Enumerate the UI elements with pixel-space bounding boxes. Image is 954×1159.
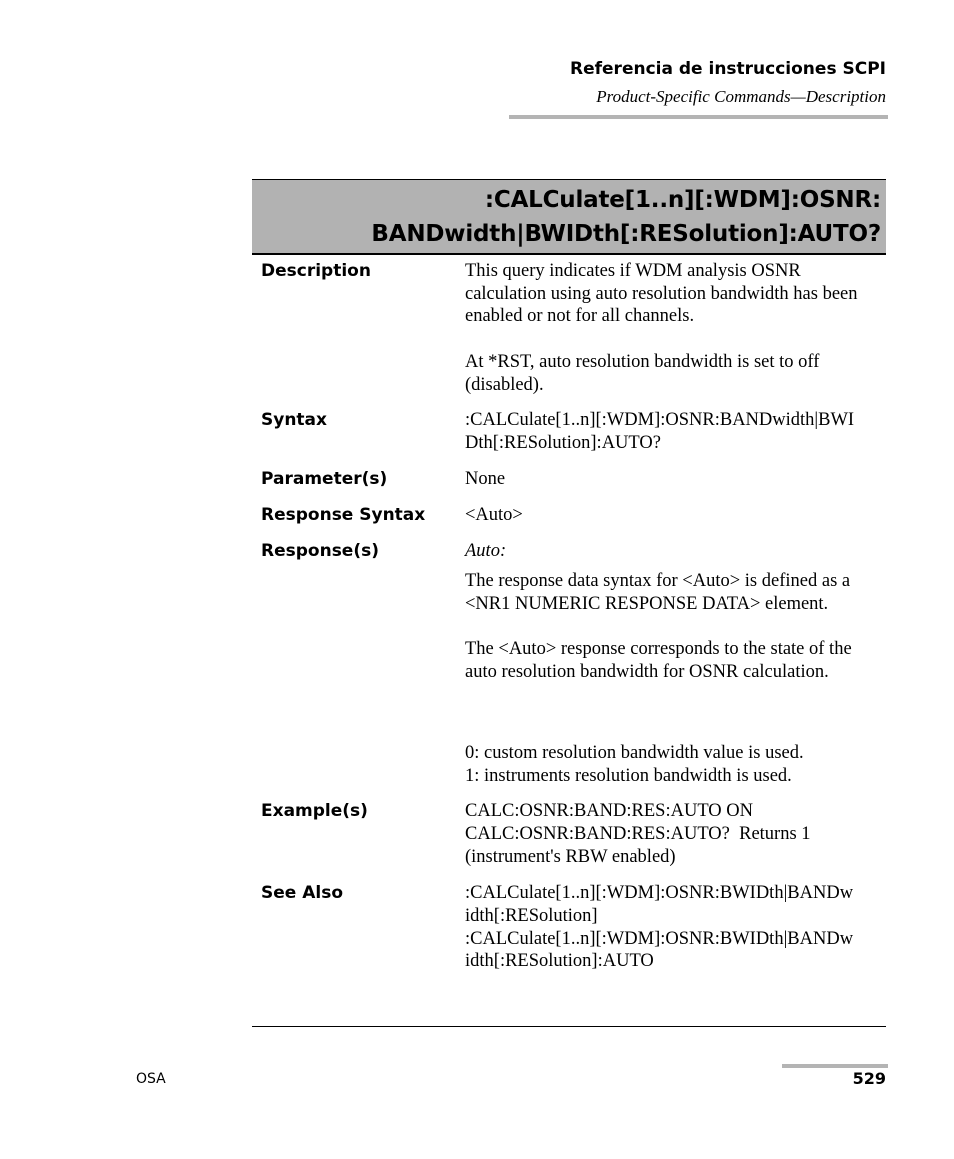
see-also-line-3: :CALCulate[1..n][:WDM]:OSNR:BWIDth|BANDw bbox=[465, 928, 854, 949]
row-value bbox=[465, 882, 886, 973]
row-label: Response(s) bbox=[261, 540, 379, 561]
command-title-band bbox=[252, 179, 886, 255]
row-value bbox=[465, 540, 886, 788]
row-label: Response Syntax bbox=[261, 504, 426, 525]
footer-product-name: OSA bbox=[136, 1071, 166, 1087]
see-also-line-2: idth[:RESolution] bbox=[465, 906, 598, 927]
description-reset-note: At *RST, auto resolution bandwidth is set to off (disabled). bbox=[465, 351, 820, 395]
response-name: Auto: bbox=[465, 540, 507, 561]
response-value-1: 1: instruments resolution bandwidth is used. bbox=[465, 765, 792, 786]
running-head-title: Referencia de instrucciones SCPI bbox=[570, 59, 886, 79]
example-line-3: (instrument's RBW enabled) bbox=[465, 846, 676, 867]
command-title-line-2: BANDwidth|BWIDth[:RESolution]:AUTO? bbox=[371, 221, 881, 247]
row-label: Example(s) bbox=[261, 801, 368, 822]
footer-rule bbox=[782, 1064, 888, 1068]
row-label: Description bbox=[261, 261, 371, 281]
row-examples bbox=[252, 800, 886, 868]
response-value-0: 0: custom resolution bandwidth value is used. bbox=[465, 742, 804, 763]
row-label: Syntax bbox=[261, 410, 327, 431]
row-value: None bbox=[465, 468, 506, 489]
row-responses bbox=[252, 540, 886, 788]
running-head bbox=[570, 58, 886, 108]
see-also-line-4: idth[:RESolution]:AUTO bbox=[465, 951, 654, 972]
row-label: See Also bbox=[261, 883, 344, 904]
see-also-line-1: :CALCulate[1..n][:WDM]:OSNR:BWIDth|BANDw bbox=[465, 883, 854, 904]
syntax-line-1: :CALCulate[1..n][:WDM]:OSNR:BANDwidth|BWI bbox=[465, 410, 855, 431]
command-description-table bbox=[252, 260, 886, 986]
header-rule bbox=[509, 115, 888, 119]
example-line-1: CALC:OSNR:BAND:RES:AUTO ON bbox=[465, 801, 753, 822]
response-paragraph-1: The response data syntax for <Auto> is defined as a <NR1 NUMERIC RESPONSE DATA> element. bbox=[465, 571, 851, 615]
command-title-line-1: :CALCulate[1..n][:WDM]:OSNR: bbox=[484, 187, 881, 213]
row-label: Parameter(s) bbox=[261, 468, 388, 489]
table-bottom-rule bbox=[252, 1026, 886, 1027]
row-value bbox=[465, 800, 886, 868]
page-number: 529 bbox=[852, 1069, 886, 1088]
syntax-line-2: Dth[:RESolution]:AUTO? bbox=[465, 432, 661, 453]
response-paragraph-2: The <Auto> response corresponds to the state of the auto resolution bandwidth for OSNR calculation. bbox=[465, 639, 852, 683]
example-line-2: CALC:OSNR:BAND:RES:AUTO? Returns 1 bbox=[465, 823, 811, 844]
row-value: <Auto> bbox=[465, 504, 523, 525]
description-paragraph: This query indicates if WDM analysis OSNR calculation using auto resolution bandwidth has been enabled or not for all channels. bbox=[465, 261, 858, 327]
row-parameters bbox=[252, 468, 886, 491]
row-response-syntax bbox=[252, 504, 886, 527]
running-head-subtitle: Product-Specific Commands—Description bbox=[596, 87, 886, 106]
row-syntax bbox=[252, 409, 886, 454]
row-value bbox=[465, 409, 886, 454]
row-description bbox=[252, 260, 886, 396]
row-see-also bbox=[252, 882, 886, 973]
row-value bbox=[465, 260, 886, 396]
